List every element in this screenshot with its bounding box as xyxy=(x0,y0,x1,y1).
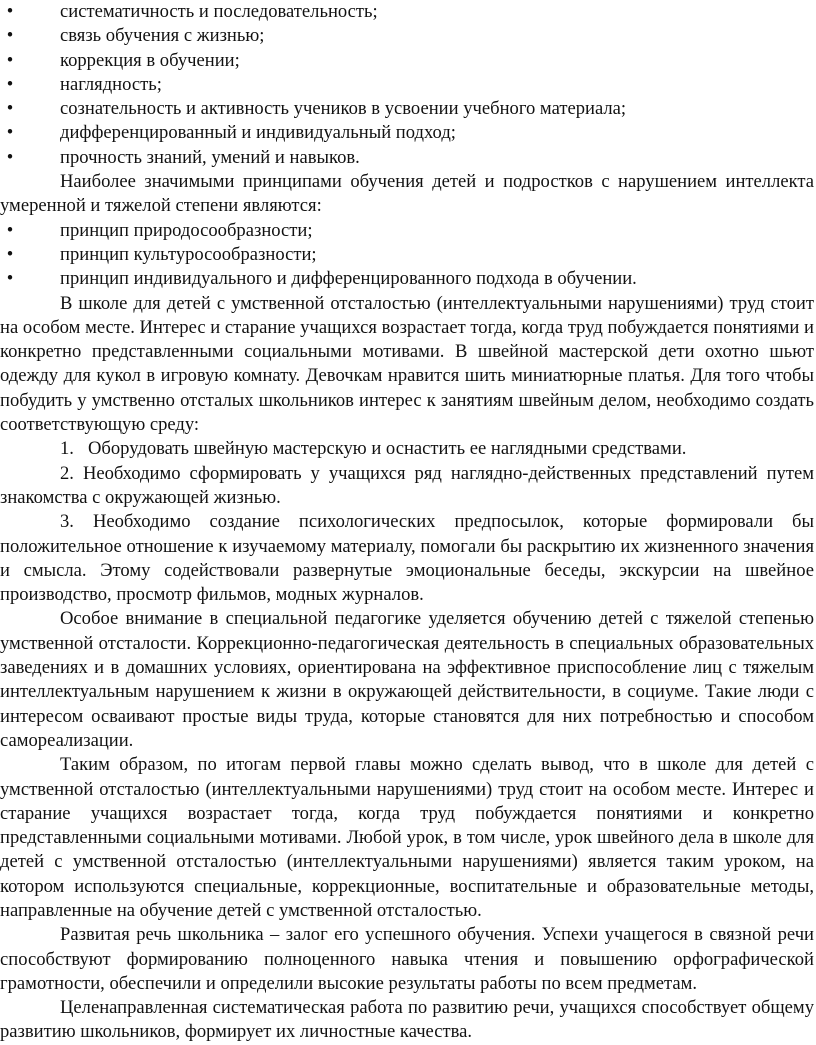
list-text: Оборудовать швейную мастерскую и оснастить ее наглядными средствами. xyxy=(88,438,687,460)
paragraph-speech-development: Развитая речь школьника – залог его успешного обучения. Успехи учащегося в связной речи способствуют формированию полноценного навыка чтения и повышению орфографической грамотности, обеспечили и определили высокие результаты работы по всем предметам. xyxy=(0,924,814,994)
bullet-item xyxy=(0,97,814,121)
bullet-dot-icon: • xyxy=(6,146,14,168)
bullet-dot-icon: • xyxy=(6,268,14,290)
bullet-dot-icon: • xyxy=(6,1,14,22)
list-text: Необходимо сформировать у учащихся ряд наглядно-действенных представлений путем знакомства с окружающей жизнью. xyxy=(0,462,814,508)
bullet-text: систематичность и последовательность; xyxy=(60,1,378,22)
list-text: Необходимо создание психологических предпосылок, которые формировали бы положительное отношение к изучаемому материалу, помогали бы раскрытию их жизненного значения и смысла. Этому содействовали развернутые эмоциональные беседы, экскурсии на швейное производство, просмотр фильмов, модных журналов. xyxy=(0,511,814,606)
bullet-text: дифференцированный и индивидуальный подход; xyxy=(60,122,456,144)
bullet-text: связь обучения с жизнью; xyxy=(60,25,265,47)
bullet-item xyxy=(0,146,814,170)
paragraph-labor-at-school: В школе для детей с умственной отсталостью (интеллектуальными нарушениями) труд стоит на особом месте. Интерес и старание учащихся возрастает тогда, когда труд побуждается понятиями и конкретно представленными социальными мотивами. В швейной мастерской дети охотно шьют одежду для кукол в игровую комнату. Девочкам нравится шить миниатюрные платья. Для того чтобы побудить у умственно отсталых школьников интерес к занятиям швейным делом, необходимо создать соответствующую среду: xyxy=(0,292,814,436)
bullet-item xyxy=(0,73,814,97)
bullet-text: принцип природосообразности; xyxy=(60,219,313,241)
numbered-item xyxy=(0,437,814,461)
bullet-item xyxy=(0,267,814,291)
bullet-item xyxy=(0,219,814,243)
bullet-dot-icon: • xyxy=(6,25,14,47)
bullet-item xyxy=(0,121,814,145)
paragraph-systematic-work: Целенаправленная систематическая работа по развитию речи, учащихся способствует общему развитию школьников, формирует их личностные качества. xyxy=(0,997,814,1043)
bullet-text: принцип культуросообразности; xyxy=(60,243,317,265)
numbered-item xyxy=(0,510,814,607)
paragraph-principles-intro: Наиболее значимыми принципами обучения детей и подростков с нарушением интеллекта умеренной и тяжелой степени являются: xyxy=(0,171,814,217)
bullet-dot-icon: • xyxy=(6,243,14,265)
bullet-dot-icon: • xyxy=(6,219,14,241)
bullet-text: прочность знаний, умений и навыков. xyxy=(60,146,360,168)
bullet-text: коррекция в обучении; xyxy=(60,49,240,71)
bullet-item xyxy=(0,49,814,73)
bullet-item xyxy=(0,243,814,267)
list-number: 3. xyxy=(60,511,74,533)
bullet-text: наглядность; xyxy=(60,73,162,95)
paragraph-special-pedagogy: Особое внимание в специальной педагогике уделяется обучению детей с тяжелой степенью умственной отсталости. Коррекционно-педагогическая деятельность в специальных образовательных заведениях и в домашних условиях, ориентирована на эффективное приспособление лиц с тяжелым интеллектуальным нарушением к жизни в окружающей действительности, в социуме. Такие люди с интересом осваивают простые виды труда, которые становятся для них потребностью и способом самореализации. xyxy=(0,608,814,751)
bullet-item xyxy=(0,24,814,48)
bullet-text: сознательность и активность учеников в усвоении учебного материала; xyxy=(60,98,627,120)
list-number: 2. xyxy=(60,462,74,484)
bullet-dot-icon: • xyxy=(6,122,14,144)
list-number: 1. xyxy=(60,438,74,460)
bullet-dot-icon: • xyxy=(6,49,14,71)
paragraph-conclusion: Таким образом, по итогам первой главы можно сделать вывод, что в школе для детей с умственной отсталостью (интеллектуальными нарушениями) труд стоит на особом месте. Интерес и старание учащихся возрастает тогда, когда труд побуждается понятиями и конкретно представленными социальными мотивами. Любой урок, в том числе, урок швейного дела в школе для детей с умственной отсталостью (интеллектуальными нарушениями) является таким уроком, на котором используются специальные, коррекционные, воспитательные и образовательные методы, направленные на обучение детей с умственной отсталостью. xyxy=(0,754,814,921)
bullet-text: принцип индивидуального и дифференцированного подхода в обучении. xyxy=(60,268,637,290)
numbered-item xyxy=(0,462,814,511)
bullet-dot-icon: • xyxy=(6,73,14,95)
bullet-item xyxy=(0,0,814,24)
bullet-dot-icon: • xyxy=(6,98,14,120)
